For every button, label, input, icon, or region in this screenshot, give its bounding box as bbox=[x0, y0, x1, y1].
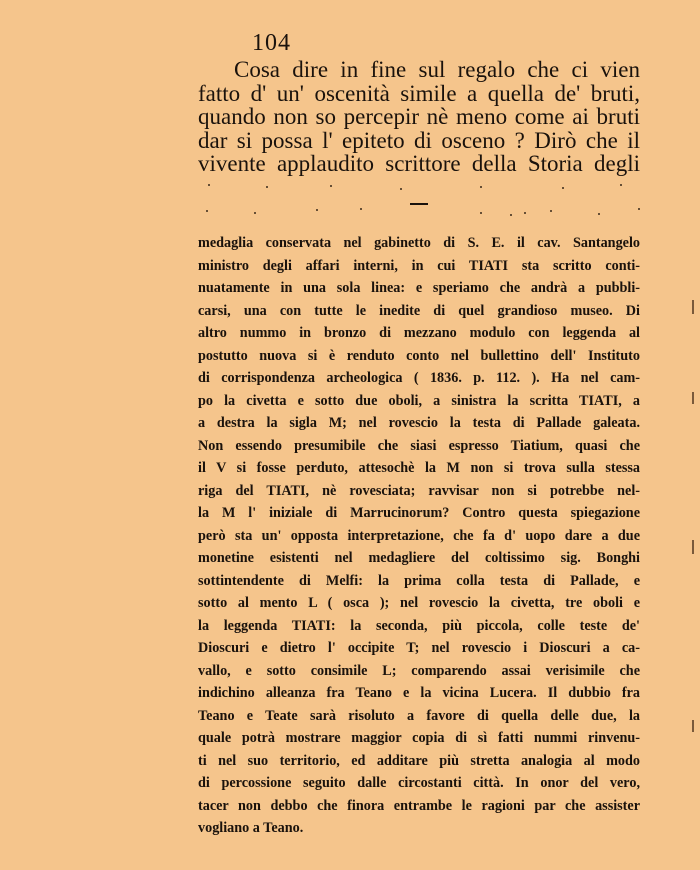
speck bbox=[316, 209, 318, 211]
speck bbox=[598, 213, 600, 215]
speck bbox=[360, 208, 362, 210]
page-edge-mark bbox=[692, 540, 694, 554]
footnote-line: altro nummo in bronzo di mezzano modulo con leggenda al bbox=[198, 325, 640, 341]
footnote-line: Non essendo presumibile che siasi espresso Tiatium, quasi che bbox=[198, 437, 640, 454]
text-line: vivente applaudito scrittore della Storia degli bbox=[198, 151, 640, 176]
speck bbox=[206, 210, 208, 212]
footnote-line: vogliano a Teano. bbox=[198, 820, 304, 836]
speck bbox=[620, 184, 622, 186]
footnote-line: nuatamente in una sola linea: e speriamo che andrà a pubbli- bbox=[198, 280, 640, 296]
print-specks bbox=[190, 182, 650, 222]
footnote-line: carsi, una con tutte le inedite di quel grandioso museo. Di bbox=[198, 302, 640, 319]
speck bbox=[266, 186, 268, 188]
footnote-line: quale potrà mostrare maggior copia di sì fatti nummi rinvenu- bbox=[198, 730, 640, 746]
speck bbox=[480, 186, 482, 188]
footnote-line: sottintendente di Melfi: la prima colla testa di Pallade, e bbox=[198, 572, 640, 589]
speck bbox=[330, 185, 332, 187]
text-line: Cosa dire in fine sul regalo che ci vien bbox=[234, 57, 640, 82]
footnote-line: sotto al mento L ( osca ); nel rovescio la civetta, tre oboli e bbox=[198, 595, 640, 611]
footnote-line: Teano e Teate sarà risoluto a favore di quella delle due, la bbox=[198, 707, 640, 724]
footnote-line: a destra la sigla M; nel rovescio la testa di Pallade galeata. bbox=[198, 415, 640, 431]
speck bbox=[208, 184, 210, 186]
page-edge-mark bbox=[692, 392, 694, 404]
footnote-line: Dioscuri e dietro l' occipite T; nel rovescio i Dioscuri a ca- bbox=[198, 640, 640, 656]
footnote-line: però sta un' opposta interpretazione, che fa d' uopo dare a due bbox=[198, 527, 640, 544]
footnote-text-block bbox=[198, 232, 640, 840]
speck bbox=[254, 212, 256, 214]
footnote-line: po la civetta e sotto due oboli, a sinistra la scritta TIATI, a bbox=[198, 392, 640, 409]
footnote-line: riga del TIATI, nè rovesciata; ravvisar non si potrebbe nel- bbox=[198, 482, 640, 499]
speck bbox=[550, 210, 552, 212]
footnote-line: di percossione seguito dalle circostanti città. In onor del vero, bbox=[198, 775, 640, 791]
section-divider bbox=[410, 203, 428, 205]
footnote-line: monetine esistenti nel medagliere del coltissimo sig. Bonghi bbox=[198, 550, 640, 566]
footnote-line: ti nel suo territorio, ed additare più stretta analogia al modo bbox=[198, 752, 640, 769]
speck bbox=[524, 212, 526, 214]
main-text-block bbox=[198, 58, 640, 176]
footnote-line: la M l' iniziale di Marrucinorum? Contro questa spiegazione bbox=[198, 505, 640, 521]
footnote-line: postutto nuova si è renduto conto nel bullettino dell' Instituto bbox=[198, 347, 640, 364]
speck bbox=[562, 187, 564, 189]
page-edge-mark bbox=[692, 300, 694, 314]
footnote-line: il V si fosse perduto, attesochè la M non si trova sulla stessa bbox=[198, 460, 640, 476]
speck bbox=[510, 214, 512, 216]
speck bbox=[638, 208, 640, 210]
footnote-line: la leggenda TIATI: la seconda, più piccola, colle teste de' bbox=[198, 617, 640, 634]
page-number: 104 bbox=[252, 30, 291, 56]
text-line: quando non so percepir nè meno come ai bruti bbox=[198, 104, 640, 129]
text-line: fatto d' un' oscenità simile a quella de' bruti, bbox=[198, 80, 640, 106]
text-line: dar si possa l' epiteto di osceno ? Dirò che il bbox=[198, 127, 640, 153]
footnote-line: indichino alleanza fra Teano e la vicina Lucera. Il dubbio fra bbox=[198, 685, 640, 701]
footnote-line: medaglia conservata nel gabinetto di S. E. il cav. Santangelo bbox=[198, 235, 640, 251]
footnote-line: tacer non debbo che finora entrambe le ragioni par che assister bbox=[198, 797, 640, 814]
speck bbox=[480, 212, 482, 214]
footnote-line: ministro degli affari interni, in cui TIATI sta scritto conti- bbox=[198, 257, 640, 274]
speck bbox=[400, 188, 402, 190]
footnote-line: vallo, e sotto consimile L; comparendo assai verisimile che bbox=[198, 662, 640, 679]
footnote-line: di corrispondenza archeologica ( 1836. p. 112. ). Ha nel cam- bbox=[198, 370, 640, 386]
page-edge-mark bbox=[692, 720, 694, 732]
